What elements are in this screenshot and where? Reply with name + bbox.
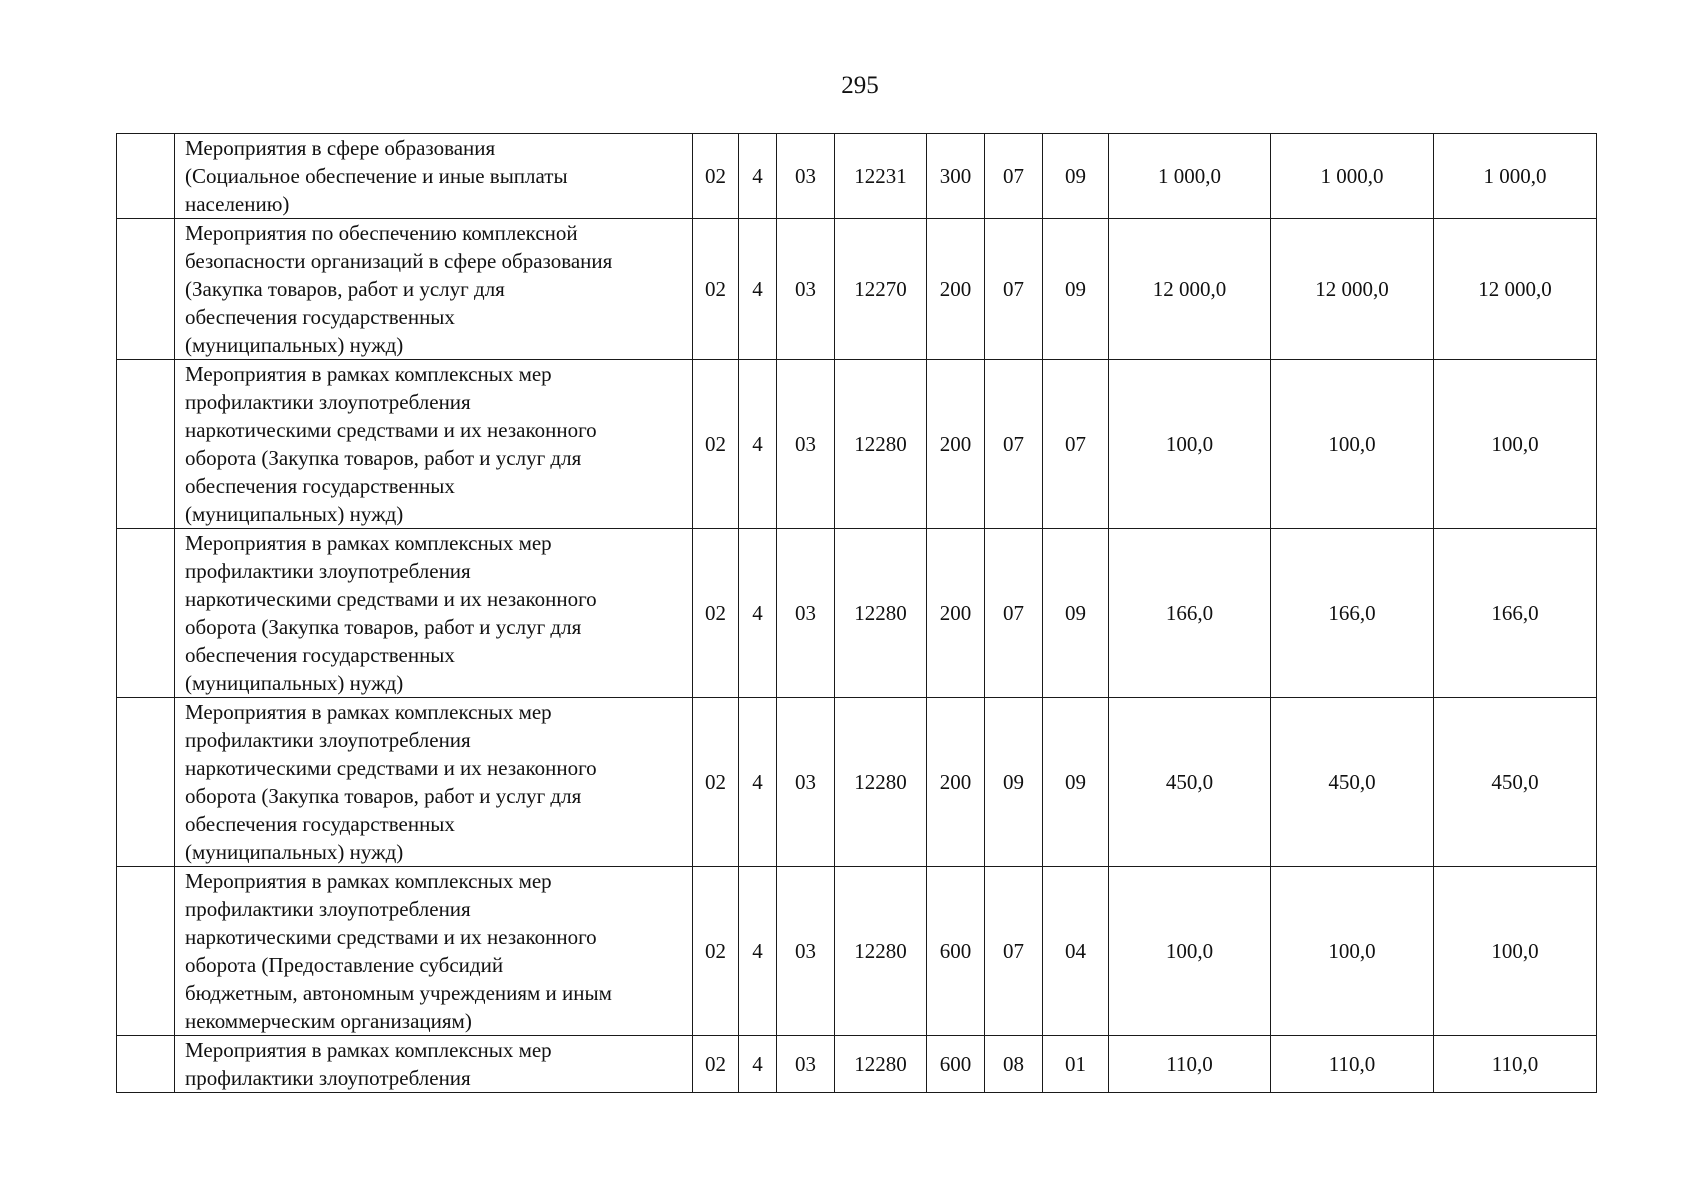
expense-type-code-cell: 600 (927, 867, 985, 1036)
amount-year-3-cell: 110,0 (1434, 1036, 1597, 1093)
amount-year-1-cell: 166,0 (1109, 529, 1271, 698)
main-event-code-cell: 03 (777, 1036, 835, 1093)
description-cell: Мероприятия в рамках комплексных мер профилактики злоупотребления наркотическими средствами и их незаконного оборота (Закупка товаров, работ и услуг для обеспечения государственных (муниципальных) нужд) (175, 360, 693, 529)
amount-year-3-cell: 166,0 (1434, 529, 1597, 698)
program-code-cell: 02 (693, 698, 739, 867)
amount-year-2-cell: 1 000,0 (1271, 134, 1434, 219)
section-code-cell: 07 (985, 360, 1043, 529)
section-code-cell: 08 (985, 1036, 1043, 1093)
table-row (117, 219, 1597, 360)
description-cell: Мероприятия в рамках комплексных мер профилактики злоупотребления наркотическими средствами и их незаконного оборота (Закупка товаров, работ и услуг для обеспечения государственных (муниципальных) нужд) (175, 529, 693, 698)
amount-year-2-cell: 100,0 (1271, 360, 1434, 529)
direction-code-cell: 12280 (835, 529, 927, 698)
subsection-code-cell: 07 (1043, 360, 1109, 529)
amount-year-2-cell: 110,0 (1271, 1036, 1434, 1093)
description-cell: Мероприятия в рамках комплексных мер профилактики злоупотребления (175, 1036, 693, 1093)
subprogram-code-cell: 4 (739, 867, 777, 1036)
amount-year-2-cell: 450,0 (1271, 698, 1434, 867)
row-index-cell (117, 1036, 175, 1093)
page-number: 295 (841, 72, 879, 99)
program-code-cell: 02 (693, 1036, 739, 1093)
direction-code-cell: 12280 (835, 1036, 927, 1093)
direction-code-cell: 12280 (835, 360, 927, 529)
row-index-cell (117, 134, 175, 219)
expense-type-code-cell: 600 (927, 1036, 985, 1093)
program-code-cell: 02 (693, 219, 739, 360)
program-code-cell: 02 (693, 134, 739, 219)
amount-year-3-cell: 100,0 (1434, 360, 1597, 529)
subprogram-code-cell: 4 (739, 529, 777, 698)
subsection-code-cell: 04 (1043, 867, 1109, 1036)
direction-code-cell: 12280 (835, 698, 927, 867)
expense-type-code-cell: 200 (927, 698, 985, 867)
table-row (117, 529, 1597, 698)
subsection-code-cell: 09 (1043, 134, 1109, 219)
program-code-cell: 02 (693, 529, 739, 698)
amount-year-1-cell: 100,0 (1109, 360, 1271, 529)
main-event-code-cell: 03 (777, 698, 835, 867)
table-row (117, 867, 1597, 1036)
row-index-cell (117, 360, 175, 529)
row-index-cell (117, 529, 175, 698)
subsection-code-cell: 09 (1043, 529, 1109, 698)
amount-year-1-cell: 110,0 (1109, 1036, 1271, 1093)
main-event-code-cell: 03 (777, 529, 835, 698)
amount-year-3-cell: 100,0 (1434, 867, 1597, 1036)
section-code-cell: 09 (985, 698, 1043, 867)
direction-code-cell: 12280 (835, 867, 927, 1036)
direction-code-cell: 12270 (835, 219, 927, 360)
expense-type-code-cell: 200 (927, 529, 985, 698)
amount-year-3-cell: 1 000,0 (1434, 134, 1597, 219)
table-row (117, 1036, 1597, 1093)
budget-table (116, 133, 1597, 1093)
subsection-code-cell: 01 (1043, 1036, 1109, 1093)
table-row (117, 134, 1597, 219)
amount-year-3-cell: 12 000,0 (1434, 219, 1597, 360)
section-code-cell: 07 (985, 134, 1043, 219)
subsection-code-cell: 09 (1043, 698, 1109, 867)
expense-type-code-cell: 300 (927, 134, 985, 219)
subprogram-code-cell: 4 (739, 134, 777, 219)
amount-year-2-cell: 100,0 (1271, 867, 1434, 1036)
table-row (117, 360, 1597, 529)
amount-year-2-cell: 12 000,0 (1271, 219, 1434, 360)
section-code-cell: 07 (985, 867, 1043, 1036)
main-event-code-cell: 03 (777, 219, 835, 360)
amount-year-2-cell: 166,0 (1271, 529, 1434, 698)
row-index-cell (117, 698, 175, 867)
section-code-cell: 07 (985, 219, 1043, 360)
amount-year-1-cell: 100,0 (1109, 867, 1271, 1036)
subprogram-code-cell: 4 (739, 219, 777, 360)
row-index-cell (117, 219, 175, 360)
row-index-cell (117, 867, 175, 1036)
main-event-code-cell: 03 (777, 867, 835, 1036)
subprogram-code-cell: 4 (739, 698, 777, 867)
amount-year-3-cell: 450,0 (1434, 698, 1597, 867)
expense-type-code-cell: 200 (927, 360, 985, 529)
table-row (117, 698, 1597, 867)
table-body (117, 134, 1597, 1093)
direction-code-cell: 12231 (835, 134, 927, 219)
section-code-cell: 07 (985, 529, 1043, 698)
description-cell: Мероприятия в рамках комплексных мер профилактики злоупотребления наркотическими средствами и их незаконного оборота (Закупка товаров, работ и услуг для обеспечения государственных (муниципальных) нужд) (175, 698, 693, 867)
description-cell: Мероприятия по обеспечению комплексной безопасности организаций в сфере образования (Закупка товаров, работ и услуг для обеспечения государственных (муниципальных) нужд) (175, 219, 693, 360)
subprogram-code-cell: 4 (739, 1036, 777, 1093)
program-code-cell: 02 (693, 360, 739, 529)
main-event-code-cell: 03 (777, 134, 835, 219)
amount-year-1-cell: 1 000,0 (1109, 134, 1271, 219)
description-cell: Мероприятия в сфере образования (Социальное обеспечение и иные выплаты населению) (175, 134, 693, 219)
subprogram-code-cell: 4 (739, 360, 777, 529)
description-cell: Мероприятия в рамках комплексных мер профилактики злоупотребления наркотическими средствами и их незаконного оборота (Предоставление субсидий бюджетным, автономным учреждениям и иным некоммерческим организациям) (175, 867, 693, 1036)
amount-year-1-cell: 12 000,0 (1109, 219, 1271, 360)
subsection-code-cell: 09 (1043, 219, 1109, 360)
main-event-code-cell: 03 (777, 360, 835, 529)
program-code-cell: 02 (693, 867, 739, 1036)
amount-year-1-cell: 450,0 (1109, 698, 1271, 867)
expense-type-code-cell: 200 (927, 219, 985, 360)
